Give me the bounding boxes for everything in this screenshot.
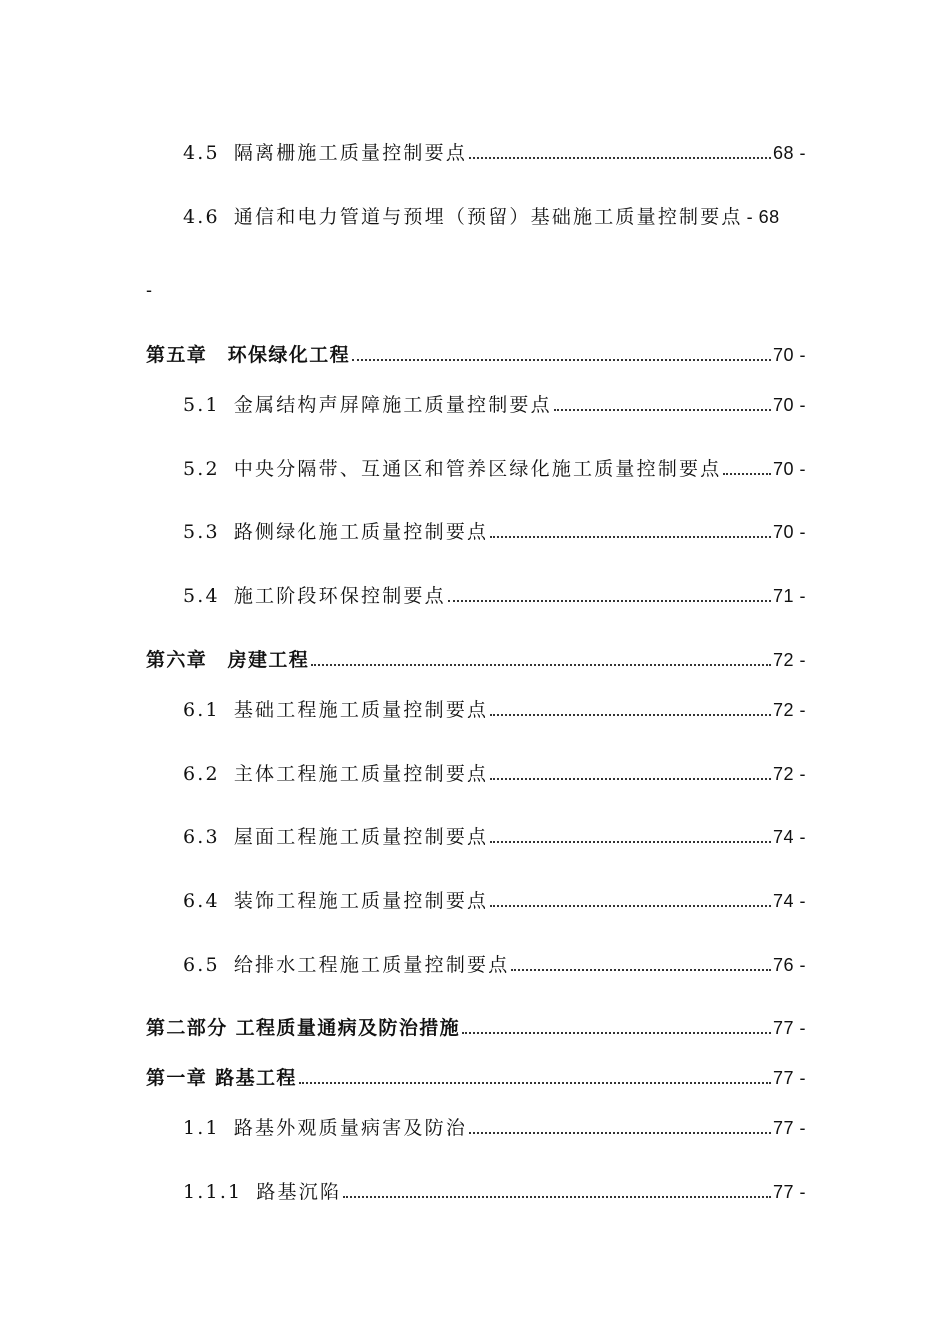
toc-chapter[interactable] xyxy=(146,1063,806,1090)
dot-leader xyxy=(490,713,771,716)
toc-entry[interactable] xyxy=(183,1177,806,1204)
dot-leader xyxy=(554,408,771,411)
toc-entry[interactable] xyxy=(183,390,806,417)
dot-leader xyxy=(462,1031,771,1034)
dot-leader xyxy=(490,840,771,843)
toc-chapter-title: 第六章 房建工程 xyxy=(146,649,310,671)
toc-entry-number: 6.4 xyxy=(183,890,220,912)
dot-leader xyxy=(448,599,771,602)
toc-entry[interactable] xyxy=(183,1113,806,1140)
toc-chapter[interactable] xyxy=(146,645,806,672)
toc-entry[interactable] xyxy=(183,950,806,977)
toc-entry-title: 通信和电力管道与预埋（预留）基础施工质量控制要点 xyxy=(233,206,743,228)
dot-leader xyxy=(490,777,771,780)
toc-entry-page: 74 - xyxy=(772,827,806,847)
toc-entry-page: 71 - xyxy=(772,586,806,606)
dot-leader xyxy=(469,156,771,159)
toc-entry-page: 72 - xyxy=(772,650,806,670)
toc-chapter[interactable] xyxy=(146,340,806,367)
toc-entry-number: 1.1.1 xyxy=(183,1181,243,1203)
toc-entry-page: 77 - xyxy=(772,1068,806,1088)
toc-entry-number: 6.2 xyxy=(183,763,220,785)
toc-entry[interactable] xyxy=(183,759,806,786)
dot-leader xyxy=(299,1081,771,1084)
toc-entry-title: 路侧绿化施工质量控制要点 xyxy=(233,521,489,543)
toc-entry-page: 68 - xyxy=(772,143,806,163)
toc-entry-number: 6.1 xyxy=(183,699,220,721)
toc-entry-page: 77 - xyxy=(772,1018,806,1038)
toc-entry-title: 金属结构声屏障施工质量控制要点 xyxy=(233,394,552,416)
toc-entry-page: 77 - xyxy=(772,1118,806,1138)
toc-entry-title: 路基外观质量病害及防治 xyxy=(233,1117,468,1139)
toc-entry-page: 72 - xyxy=(772,764,806,784)
toc-chapter-title: 第五章 环保绿化工程 xyxy=(146,344,351,366)
toc-entry-title: 路基沉陷 xyxy=(256,1181,342,1203)
toc-entry-page: 77 - xyxy=(772,1182,806,1202)
toc-entry-page: 72 - xyxy=(772,700,806,720)
toc-entry[interactable] xyxy=(183,695,806,722)
toc-entry-title: 隔离栅施工质量控制要点 xyxy=(233,142,468,164)
dot-leader xyxy=(311,663,771,666)
toc-entry-page: - 68 xyxy=(746,207,780,227)
toc-entry-number: 5.2 xyxy=(183,458,220,480)
dot-leader xyxy=(352,358,771,361)
toc-entry-title: 屋面工程施工质量控制要点 xyxy=(233,826,489,848)
toc-entry-page: 74 - xyxy=(772,891,806,911)
toc-entry-title: 装饰工程施工质量控制要点 xyxy=(233,890,489,912)
toc-entry-title: 基础工程施工质量控制要点 xyxy=(233,699,489,721)
toc-entry-number: 4.5 xyxy=(183,142,220,164)
toc-entry-page: 70 - xyxy=(772,522,806,542)
toc-entry-number: 4.6 xyxy=(183,206,220,228)
toc-entry[interactable] xyxy=(183,581,806,608)
dot-leader xyxy=(511,968,771,971)
dot-leader xyxy=(469,1131,771,1134)
toc-entry-number: 5.1 xyxy=(183,394,220,416)
toc-entry-title: 施工阶段环保控制要点 xyxy=(233,585,446,607)
toc-entry-number: 6.3 xyxy=(183,826,220,848)
toc-entry-page: 70 - xyxy=(772,395,806,415)
dot-leader xyxy=(490,535,771,538)
dot-leader xyxy=(343,1195,771,1198)
toc-entry[interactable] xyxy=(183,886,806,913)
toc-entry-title: 给排水工程施工质量控制要点 xyxy=(233,954,510,976)
toc-entry[interactable] xyxy=(183,454,806,481)
toc-entry-page: 70 - xyxy=(772,459,806,479)
toc-entry[interactable] xyxy=(183,517,806,544)
toc-part-title: 第二部分 工程质量通病及防治措施 xyxy=(146,1017,461,1039)
toc-entry-number: 6.5 xyxy=(183,954,220,976)
toc-entry[interactable] xyxy=(183,822,806,849)
toc-entry-title: 主体工程施工质量控制要点 xyxy=(233,763,489,785)
toc-entry-page: 70 - xyxy=(772,345,806,365)
toc-entry-number: 5.4 xyxy=(183,585,220,607)
dot-leader xyxy=(723,472,771,475)
toc-entry-title: 中央分隔带、互通区和管养区绿化施工质量控制要点 xyxy=(233,458,722,480)
toc-entry[interactable] xyxy=(183,138,806,165)
toc-entry[interactable] xyxy=(183,202,806,229)
toc-chapter-title: 第一章 路基工程 xyxy=(146,1067,297,1089)
toc-wrapped-dash: - xyxy=(146,280,152,300)
toc-entry-page: 76 - xyxy=(772,955,806,975)
dot-leader xyxy=(490,904,771,907)
toc-entry-number: 1.1 xyxy=(183,1117,220,1139)
toc-entry-number: 5.3 xyxy=(183,521,220,543)
toc-part[interactable] xyxy=(146,1013,806,1040)
